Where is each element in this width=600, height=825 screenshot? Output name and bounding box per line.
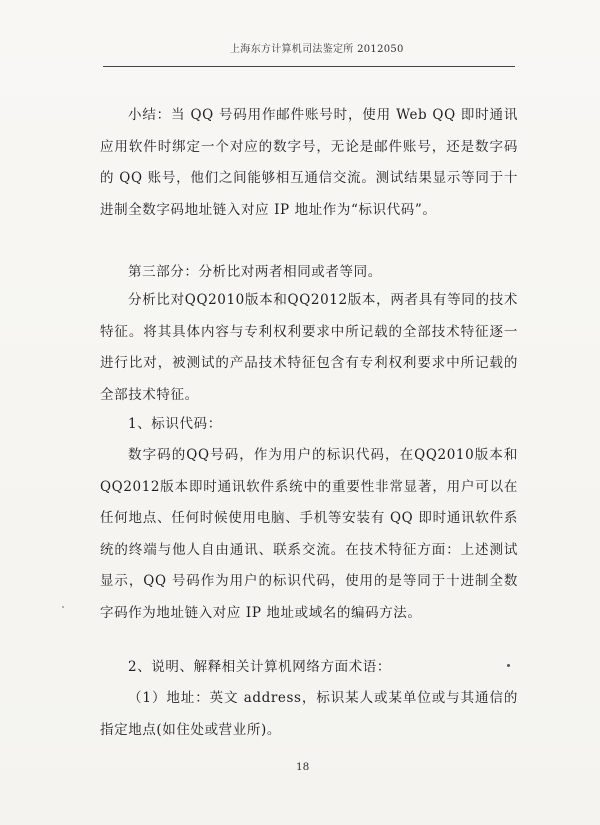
summary-paragraph: 小结：当 QQ 号码用作邮件账号时，使用 Web QQ 即时通讯应用软件时绑定一个对应的数字号，无论是邮件账号，还是数字码的 QQ 账号，他们之间能够相互通信交流。测试结果显示等同于十进制全数字码地址链入对应 IP 地址作为“标识代码”。: [100, 107, 518, 218]
item-2-heading: 2、说明、解释相关计算机网络方面术语：: [128, 659, 391, 675]
section-3-intro-paragraph: 分析比对QQ2010版本和QQ2012版本，两者具有等同的技术特征。将其具体内容与专利权利要求中所记载的全部技术特征逐一进行比对，被测试的产品技术特征包含有专利权利要求中所记载的全部技术特征。: [100, 292, 518, 403]
page-number: 18: [296, 761, 310, 773]
header-rule: [103, 66, 515, 67]
definition-address-paragraph: （1）地址：英文 address，标识某人或某单位或与其通信的指定地点(如住处或营业所)。: [100, 690, 518, 738]
scan-speck: [62, 606, 64, 608]
section-3-heading: 第三部分：分析比对两者相同或者等同。: [128, 264, 382, 280]
item-1-heading: 1、标识代码：: [128, 416, 222, 432]
item-1-body-paragraph: 数字码的QQ号码，作为用户的标识代码，在QQ2010版本和QQ2012版本即时通讯软件系统中的重要性非常显著，用户可以在任何地点、任何时候使用电脑、手机等安装有 QQ 即时通讯软件系统的终端与他人自由通讯、联系交流。在技术特征方面：上述测试显示，QQ 号码作为用户的标识代码，使用的是等同于十进制全数字码作为地址链入对应 IP 地址或域名的编码方法。: [100, 447, 518, 621]
scan-speck: [507, 664, 510, 667]
page-header: 上海东方计算机司法鉴定所 2012050: [230, 44, 404, 55]
